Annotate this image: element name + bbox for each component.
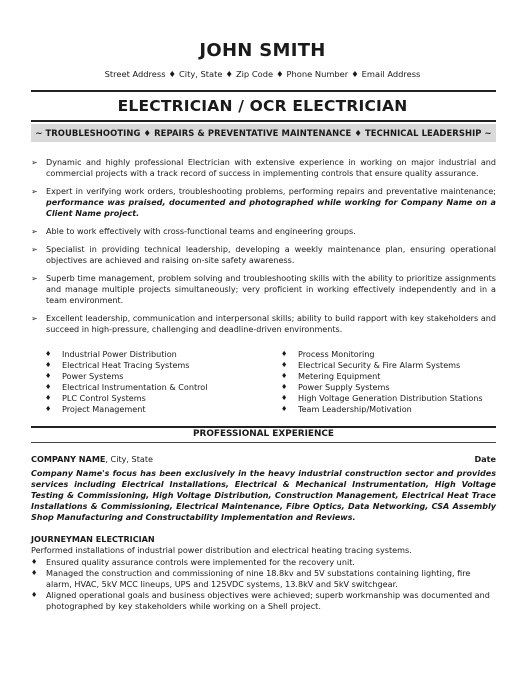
diamond-bullet-icon: ♦ xyxy=(45,405,52,413)
street-address: Street Address xyxy=(104,69,166,79)
company-location: , City, State xyxy=(105,454,153,464)
skill-label: Industrial Power Distribution xyxy=(62,349,177,359)
job-title-heading: ELECTRICIAN / OCR ELECTRICIAN xyxy=(117,97,408,115)
arrow-bullet-icon: ➢ xyxy=(31,245,38,254)
diamond-bullet-icon: ♦ xyxy=(31,569,38,577)
summary-text: Expert in verifying work orders, troubleshooting problems, performing repairs and preventative maintenance; xyxy=(46,187,496,196)
zip-code: Zip Code xyxy=(235,69,274,79)
company-line xyxy=(31,454,153,464)
skill-label: High Voltage Generation Distribution Stations xyxy=(298,393,483,403)
title-divider xyxy=(31,120,496,122)
skill-label: Team Leadership/Motivation xyxy=(298,404,412,414)
position-achievements xyxy=(31,557,496,612)
skill-label: Electrical Heat Tracing Systems xyxy=(62,360,190,370)
skill-label: Electrical Security & Fire Alarm Systems xyxy=(298,360,461,370)
company-description: Company Name's focus has been exclusively in the heavy industrial construction sector and provides services including Electrical Installations, Electrical & Mechanical Instrumentation, High Voltage Testing & Commissioning, High Voltage Distribution, Construction Management, Electrical Heat Trace Installations & Commissioning, Electrical Maintenance, Fibre Optics, Data Networking, CSA Assembly Shop Manufacturing and Constructability Implementation and Reviews. xyxy=(31,469,496,522)
summary-item xyxy=(31,226,496,237)
company-name: COMPANY NAME xyxy=(31,454,106,464)
arrow-bullet-icon: ➢ xyxy=(31,158,38,167)
diamond-bullet-icon: ♦ xyxy=(281,372,288,380)
skills-list-left xyxy=(45,349,260,415)
summary-item xyxy=(31,186,496,219)
skill-label: PLC Control Systems xyxy=(62,393,146,403)
core-competencies-banner: ~ TROUBLESHOOTING ♦ REPAIRS & PREVENTATIVE MAINTENANCE ♦ TECHNICAL LEADERSHIP ~ xyxy=(31,124,496,142)
skill-item xyxy=(281,382,496,393)
summary-text: Dynamic and highly professional Electrician with extensive experience in working on major industrial and commercial projects with a track record of success in implementing controls that ensure quality assurance. xyxy=(46,158,496,178)
summary-text: Excellent leadership, communication and interpersonal skills; ability to build rapport with key stakeholders and succeed in high-pressure, challenging and deadline-driven environments. xyxy=(46,314,496,334)
contact-separator: ♦ xyxy=(276,69,284,79)
skill-label: Power Supply Systems xyxy=(298,382,390,392)
skills-list-right xyxy=(281,349,496,415)
employment-date: Date xyxy=(474,454,496,464)
summary-item xyxy=(31,273,496,306)
skill-label: Process Monitoring xyxy=(298,349,375,359)
diamond-bullet-icon: ♦ xyxy=(281,383,288,391)
diamond-bullet-icon: ♦ xyxy=(31,558,38,566)
position-title: JOURNEYMAN ELECTRICIAN xyxy=(31,534,155,544)
achievement-text: Managed the construction and commissioning of nine 18.8kv and 5V substations containing lighting, fire alarm, HVAC, 5kV MCC lineups, UPS and 125VDC systems, 13.8kV and 5kV switchgear. xyxy=(46,568,471,589)
skill-item xyxy=(45,360,260,371)
skill-label: Project Management xyxy=(62,404,146,414)
skill-item xyxy=(281,371,496,382)
contact-line xyxy=(0,69,525,79)
achievement-item xyxy=(31,557,496,568)
skill-item xyxy=(45,382,260,393)
summary-emphasis: performance was praised, documented and photographed while working for Company Name on a Client Name project. xyxy=(46,198,496,218)
contact-separator: ♦ xyxy=(351,69,359,79)
skill-label: Power Systems xyxy=(62,371,124,381)
experience-bottom-divider xyxy=(31,442,496,443)
diamond-bullet-icon: ♦ xyxy=(281,394,288,402)
skill-item xyxy=(281,404,496,415)
diamond-bullet-icon: ♦ xyxy=(45,350,52,358)
phone-number: Phone Number xyxy=(286,69,349,79)
diamond-bullet-icon: ♦ xyxy=(45,394,52,402)
summary-text: Superb time management, problem solving and troubleshooting skills with the ability to prioritize assignments and manage multiple projects simultaneously; very proficient in working effectively independently and in a team environment. xyxy=(46,274,496,305)
summary-item xyxy=(31,313,496,335)
diamond-bullet-icon: ♦ xyxy=(31,591,38,599)
summary-item xyxy=(31,244,496,266)
email-address: Email Address xyxy=(361,69,421,79)
achievement-text: Ensured quality assurance controls were implemented for the recovery unit. xyxy=(46,557,355,567)
diamond-bullet-icon: ♦ xyxy=(281,361,288,369)
summary-item xyxy=(31,157,496,179)
arrow-bullet-icon: ➢ xyxy=(31,274,38,283)
position-summary: Performed installations of industrial power distribution and electrical heating tracing systems. xyxy=(31,545,412,555)
skill-item xyxy=(45,393,260,404)
contact-separator: ♦ xyxy=(225,69,233,79)
experience-top-divider xyxy=(31,426,496,428)
diamond-bullet-icon: ♦ xyxy=(45,372,52,380)
arrow-bullet-icon: ➢ xyxy=(31,227,38,236)
achievement-item xyxy=(31,568,496,590)
skill-item xyxy=(45,404,260,415)
achievement-text: Aligned operational goals and business objectives were achieved; superb workmanship was documented and photographed by key stakeholders while working on a Shell project. xyxy=(46,590,490,611)
diamond-bullet-icon: ♦ xyxy=(45,383,52,391)
skill-item xyxy=(281,349,496,360)
summary-list xyxy=(31,157,496,342)
arrow-bullet-icon: ➢ xyxy=(31,314,38,323)
city-state: City, State xyxy=(178,69,223,79)
summary-text: Able to work effectively with cross-functional teams and engineering groups. xyxy=(46,227,356,236)
achievement-item xyxy=(31,590,496,612)
candidate-name: JOHN SMITH xyxy=(199,40,326,61)
diamond-bullet-icon: ♦ xyxy=(281,405,288,413)
skill-item xyxy=(281,393,496,404)
skill-label: Metering Equipment xyxy=(298,371,381,381)
contact-separator: ♦ xyxy=(168,69,176,79)
skill-label: Electrical Instrumentation & Control xyxy=(62,382,208,392)
arrow-bullet-icon: ➢ xyxy=(31,187,38,196)
experience-heading: PROFESSIONAL EXPERIENCE xyxy=(193,429,334,439)
skill-item xyxy=(45,371,260,382)
skill-item xyxy=(45,349,260,360)
skill-item xyxy=(281,360,496,371)
header-divider xyxy=(31,90,496,92)
summary-text: Specialist in providing technical leadership, developing a weekly maintenance plan, ensuring operational objectives are achieved and raising on-site safety awareness. xyxy=(46,245,496,265)
diamond-bullet-icon: ♦ xyxy=(45,361,52,369)
diamond-bullet-icon: ♦ xyxy=(281,350,288,358)
